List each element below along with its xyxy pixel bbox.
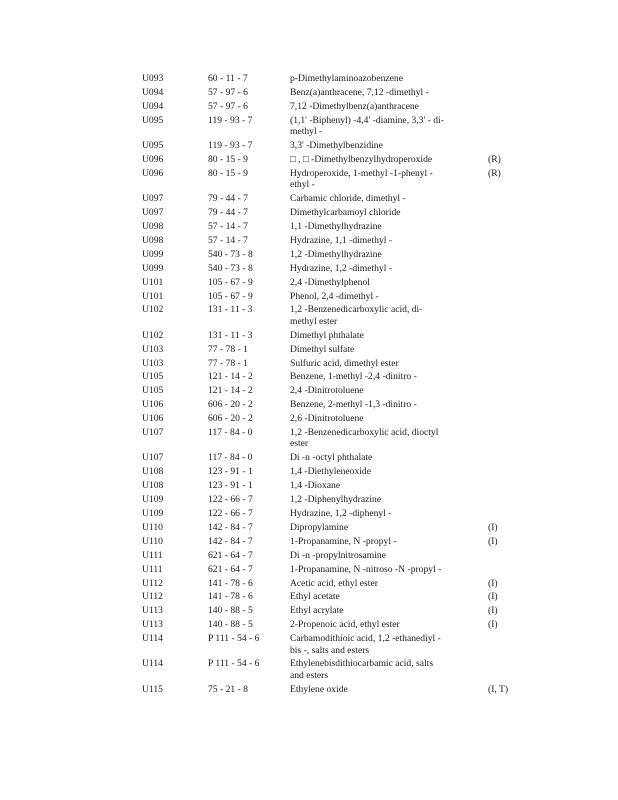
cas-number: 80 - 15 - 9 (208, 167, 248, 179)
cas-number: 606 - 20 - 2 (208, 413, 253, 425)
substance-name-line: Di -n -propylnitrosamine (290, 549, 386, 561)
waste-code: U108 (142, 466, 164, 478)
table-row (142, 452, 512, 466)
cas-number: 141 - 78 - 6 (208, 591, 253, 603)
substance-name-line: 1,2 -Benzenedicarboxylic acid, dioctyl (290, 427, 439, 439)
hazard-code (488, 73, 512, 87)
cas-number: 105 - 67 - 9 (208, 290, 253, 302)
cas-number: 142 - 84 - 7 (208, 535, 253, 547)
substance-name (290, 87, 488, 101)
substance-name-line: ethyl - (290, 179, 315, 191)
substance-name (290, 385, 488, 399)
cas-number: 540 - 73 - 8 (208, 262, 253, 274)
substance-name (290, 207, 488, 221)
table-row (142, 427, 512, 452)
substance-name-line: 3,3' -Dimethylbenzidine (290, 140, 383, 152)
cas-number: 121 - 14 - 2 (208, 385, 253, 397)
hazard-code (488, 427, 512, 452)
cas-number: P 111 - 54 - 6 (208, 633, 260, 645)
cas-number: 131 - 11 - 3 (208, 329, 253, 341)
table-row (142, 277, 512, 291)
substance-name-line: Benz(a)anthracene, 7,12 -dimethyl - (290, 86, 429, 98)
hazard-code: (I) (488, 535, 498, 547)
waste-code: U114 (142, 658, 163, 670)
substance-name-line: Ethyl acetate (290, 591, 340, 603)
substance-name-line: Ethyl acrylate (290, 605, 344, 617)
table-row (142, 330, 512, 344)
substance-name (290, 221, 488, 235)
substance-name-line: 2,4 -Dinitrotoluene (290, 385, 364, 397)
waste-code: U109 (142, 508, 164, 519)
substance-name-line: methyl - (290, 126, 323, 138)
substance-name-line: Ethylene oxide (290, 683, 348, 695)
table-row (142, 494, 512, 508)
substance-name-line: Hydrazine, 1,2 -dimethyl - (290, 262, 393, 274)
table-row (142, 168, 512, 193)
substance-name (290, 235, 488, 249)
cas-number: 140 - 88 - 5 (208, 619, 253, 631)
substance-name (290, 291, 488, 305)
substance-name-line: Dimethyl sulfate (290, 343, 355, 355)
table-row (142, 207, 512, 221)
substance-name (290, 413, 488, 427)
substance-name-line: 7,12 -Dimethylbenz(a)anthracene (290, 100, 419, 112)
table-row (142, 508, 512, 522)
hazard-code: (R) (488, 153, 501, 165)
substance-name-line: Hydrazine, 1,1 -dimethyl - (290, 234, 393, 246)
cas-number: 79 - 44 - 7 (208, 193, 248, 205)
substance-name (290, 684, 488, 698)
waste-code: U110 (142, 521, 163, 533)
cas-number: 123 - 91 - 1 (208, 480, 253, 492)
hazard-code: (I) (488, 591, 498, 603)
substance-name-line: Benzene, 1-methyl -2,4 -dinitro - (290, 371, 417, 383)
substance-name-line: Dimethyl phthalate (290, 329, 364, 341)
substance-name-line: (1,1' -Biphenyl) -4,4' -diamine, 3,3' - di- (290, 114, 444, 126)
hazard-code (488, 263, 512, 277)
substance-name (290, 168, 488, 193)
waste-code: U112 (142, 591, 163, 603)
cas-number: 77 - 78 - 1 (208, 343, 248, 355)
waste-code: U103 (142, 343, 164, 355)
substance-name (290, 330, 488, 344)
substance-name (290, 277, 488, 291)
waste-code: U098 (142, 220, 164, 232)
hazard-code: (I) (488, 605, 498, 617)
cas-number: 119 - 93 - 7 (208, 114, 253, 126)
waste-code: U115 (142, 683, 163, 695)
table-row (142, 371, 512, 385)
hazard-code (488, 658, 512, 683)
cas-number: 142 - 84 - 7 (208, 521, 253, 533)
waste-code: U112 (142, 577, 163, 589)
substance-name (290, 536, 488, 550)
table-row (142, 344, 512, 358)
cas-number: 123 - 91 - 1 (208, 466, 253, 478)
cas-number: 119 - 93 - 7 (208, 140, 253, 152)
substance-name-line: and esters (290, 669, 329, 681)
table-row (142, 249, 512, 263)
waste-code: U097 (142, 207, 164, 219)
waste-code: U102 (142, 304, 164, 316)
substance-name-line: Ethylenebisdithiocarbamic acid, salts (290, 658, 434, 670)
waste-code: U099 (142, 248, 164, 260)
cas-number: 540 - 73 - 8 (208, 248, 253, 260)
table-row (142, 399, 512, 413)
substance-name-line: 1,2 -Diphenylhydrazine (290, 494, 382, 506)
substance-name-line: 1,2 -Benzenedicarboxylic acid, di- (290, 304, 423, 316)
substance-name-line: p-Dimethylaminoazobenzene (290, 73, 403, 84)
waste-code: U107 (142, 427, 164, 439)
table-row (142, 684, 512, 698)
cas-number: 131 - 11 - 3 (208, 304, 253, 316)
waste-code: U103 (142, 357, 164, 369)
substance-name (290, 452, 488, 466)
table-row (142, 466, 512, 480)
cas-number: 606 - 20 - 2 (208, 399, 253, 411)
waste-code: U102 (142, 329, 164, 341)
waste-code: U105 (142, 385, 164, 397)
substance-name (290, 633, 488, 658)
waste-code: U111 (142, 549, 163, 561)
table-row (142, 536, 512, 550)
hazard-code (488, 221, 512, 235)
waste-code: U101 (142, 290, 164, 302)
substance-name (290, 115, 488, 140)
substance-name (290, 140, 488, 154)
table-row (142, 413, 512, 427)
cas-number: 140 - 88 - 5 (208, 605, 253, 617)
waste-code: U113 (142, 619, 163, 631)
substance-name-line: 2,4 -Dimethylphenol (290, 276, 370, 288)
waste-code: U101 (142, 276, 164, 288)
substance-name (290, 494, 488, 508)
cas-number: 122 - 66 - 7 (208, 494, 253, 506)
waste-code: U109 (142, 494, 164, 506)
substance-name-line: bis -, salts and esters (290, 644, 370, 656)
substance-name-line: Dimethylcarbamoyl chloride (290, 207, 401, 219)
cas-number: P 111 - 54 - 6 (208, 658, 260, 670)
cas-number: 57 - 97 - 6 (208, 86, 248, 98)
substance-name-line: Dipropylamine (290, 521, 349, 533)
hazard-code: (R) (488, 167, 501, 179)
hazard-code (488, 494, 512, 508)
substance-name-line: □ , □ -Dimethylbenzylhydroperoxide (290, 153, 433, 165)
cas-number: 117 - 84 - 0 (208, 427, 253, 439)
substance-name-line: 1,2 -Dimethylhydrazine (290, 248, 382, 260)
waste-code: U096 (142, 167, 164, 179)
table-row (142, 385, 512, 399)
substance-name-line: Benzene, 2-methyl -1,3 -dinitro - (290, 399, 417, 411)
substance-name (290, 658, 488, 683)
substance-name (290, 522, 488, 536)
waste-code: U094 (142, 100, 164, 112)
substance-name (290, 480, 488, 494)
table-row (142, 564, 512, 578)
waste-code: U097 (142, 193, 164, 205)
table-row (142, 578, 512, 592)
hazard-code (488, 452, 512, 466)
hazard-code (488, 344, 512, 358)
waste-code: U106 (142, 399, 164, 411)
substance-name (290, 619, 488, 633)
hazard-code (488, 87, 512, 101)
cas-number: 121 - 14 - 2 (208, 371, 253, 383)
table-row (142, 591, 512, 605)
substance-name-line: 1-Propanamine, N -nitroso -N -propyl - (290, 563, 442, 575)
table-row (142, 522, 512, 536)
substance-name (290, 344, 488, 358)
waste-code: U108 (142, 480, 164, 492)
substance-name-line: Sulfuric acid, dimethyl ester (290, 357, 399, 369)
substance-name-line: ester (290, 438, 309, 450)
hazard-code (488, 550, 512, 564)
waste-code: U110 (142, 535, 163, 547)
hazard-code (488, 304, 512, 329)
substance-name-line: Carbamic chloride, dimethyl - (290, 193, 406, 205)
substance-name (290, 564, 488, 578)
substance-name-line: 1,4 -Dioxane (290, 480, 341, 492)
substance-name-line: 2,6 -Dinitrotoluene (290, 413, 364, 425)
substance-name (290, 591, 488, 605)
substance-name-line: 2-Propenoic acid, ethyl ester (290, 619, 400, 631)
cas-number: 80 - 15 - 9 (208, 153, 248, 165)
cas-number: 77 - 78 - 1 (208, 357, 248, 369)
substance-name (290, 508, 488, 522)
waste-code: U095 (142, 114, 164, 126)
cas-number: 141 - 78 - 6 (208, 577, 253, 589)
substance-name (290, 358, 488, 372)
hazard-code: (I) (488, 521, 498, 533)
waste-code: U098 (142, 234, 164, 246)
cas-number: 60 - 11 - 7 (208, 73, 248, 84)
substance-name-line: Carbamodithioic acid, 1,2 -ethanediyl - (290, 633, 441, 645)
waste-code: U114 (142, 633, 163, 645)
table-row (142, 193, 512, 207)
waste-code: U099 (142, 262, 164, 274)
substance-name (290, 371, 488, 385)
hazard-code (488, 399, 512, 413)
table-row (142, 101, 512, 115)
substance-name (290, 578, 488, 592)
hazard-code (488, 508, 512, 522)
hazard-code (488, 385, 512, 399)
hazard-code (488, 140, 512, 154)
table-row (142, 263, 512, 277)
hazard-code (488, 358, 512, 372)
waste-code: U094 (142, 86, 164, 98)
hazard-code (488, 633, 512, 658)
waste-code: U113 (142, 605, 163, 617)
hazard-code (488, 466, 512, 480)
substance-name (290, 427, 488, 452)
table-row (142, 221, 512, 235)
substance-name (290, 263, 488, 277)
cas-number: 621 - 64 - 7 (208, 549, 253, 561)
substance-name (290, 154, 488, 168)
table-row (142, 115, 512, 140)
cas-number: 621 - 64 - 7 (208, 563, 253, 575)
table-row (142, 304, 512, 329)
waste-code: U096 (142, 153, 164, 165)
hazard-code (488, 193, 512, 207)
substance-name-line: Hydroperoxide, 1-methyl -1-phenyl - (290, 167, 433, 179)
hazardous-waste-table (142, 73, 512, 698)
cas-number: 117 - 84 - 0 (208, 452, 253, 464)
cas-number: 57 - 14 - 7 (208, 234, 248, 246)
hazard-code (488, 277, 512, 291)
table-row (142, 480, 512, 494)
substance-name-line: 1,4 -Diethyleneoxide (290, 466, 371, 478)
substance-name-line: Phenol, 2,4 -dimethyl - (290, 290, 379, 302)
table-row (142, 619, 512, 633)
table-row (142, 140, 512, 154)
hazard-code (488, 413, 512, 427)
waste-code: U107 (142, 452, 164, 464)
hazard-code: (I, T) (488, 683, 509, 695)
substance-name-line: methyl ester (290, 315, 338, 327)
substance-name (290, 466, 488, 480)
table-row (142, 154, 512, 168)
table-row (142, 658, 512, 683)
substance-name (290, 101, 488, 115)
waste-code: U106 (142, 413, 164, 425)
hazard-code (488, 249, 512, 263)
substance-name (290, 73, 488, 87)
substance-name (290, 399, 488, 413)
substance-name-line: 1-Propanamine, N -propyl - (290, 535, 397, 547)
substance-name (290, 249, 488, 263)
substance-name-line: Hydrazine, 1,2 -diphenyl - (290, 508, 392, 519)
table-row (142, 358, 512, 372)
hazard-code (488, 101, 512, 115)
hazard-code (488, 291, 512, 305)
cas-number: 105 - 67 - 9 (208, 276, 253, 288)
hazard-code (488, 480, 512, 494)
waste-code: U093 (142, 73, 164, 84)
cas-number: 57 - 97 - 6 (208, 100, 248, 112)
substance-name-line: Di -n -octyl phthalate (290, 452, 373, 464)
table-row (142, 605, 512, 619)
hazard-code (488, 330, 512, 344)
hazard-code (488, 235, 512, 249)
cas-number: 122 - 66 - 7 (208, 508, 253, 519)
table-row (142, 87, 512, 101)
hazard-code: (I) (488, 577, 498, 589)
table-body (142, 73, 512, 698)
cas-number: 79 - 44 - 7 (208, 207, 248, 219)
waste-code: U105 (142, 371, 164, 383)
substance-name (290, 550, 488, 564)
cas-number: 75 - 21 - 8 (208, 683, 248, 695)
hazard-code (488, 207, 512, 221)
substance-name-line: Acetic acid, ethyl ester (290, 577, 378, 589)
table-row (142, 291, 512, 305)
waste-code: U095 (142, 140, 164, 152)
substance-name (290, 605, 488, 619)
table-row (142, 550, 512, 564)
table-row (142, 235, 512, 249)
table-row (142, 633, 512, 658)
cas-number: 57 - 14 - 7 (208, 220, 248, 232)
substance-name (290, 193, 488, 207)
substance-name-line: 1,1 -Dimethylhydrazine (290, 220, 382, 232)
substance-name (290, 304, 488, 329)
table-row (142, 73, 512, 87)
waste-code: U111 (142, 563, 163, 575)
hazard-code (488, 371, 512, 385)
hazard-code: (I) (488, 619, 498, 631)
hazard-code (488, 564, 512, 578)
hazard-code (488, 115, 512, 140)
